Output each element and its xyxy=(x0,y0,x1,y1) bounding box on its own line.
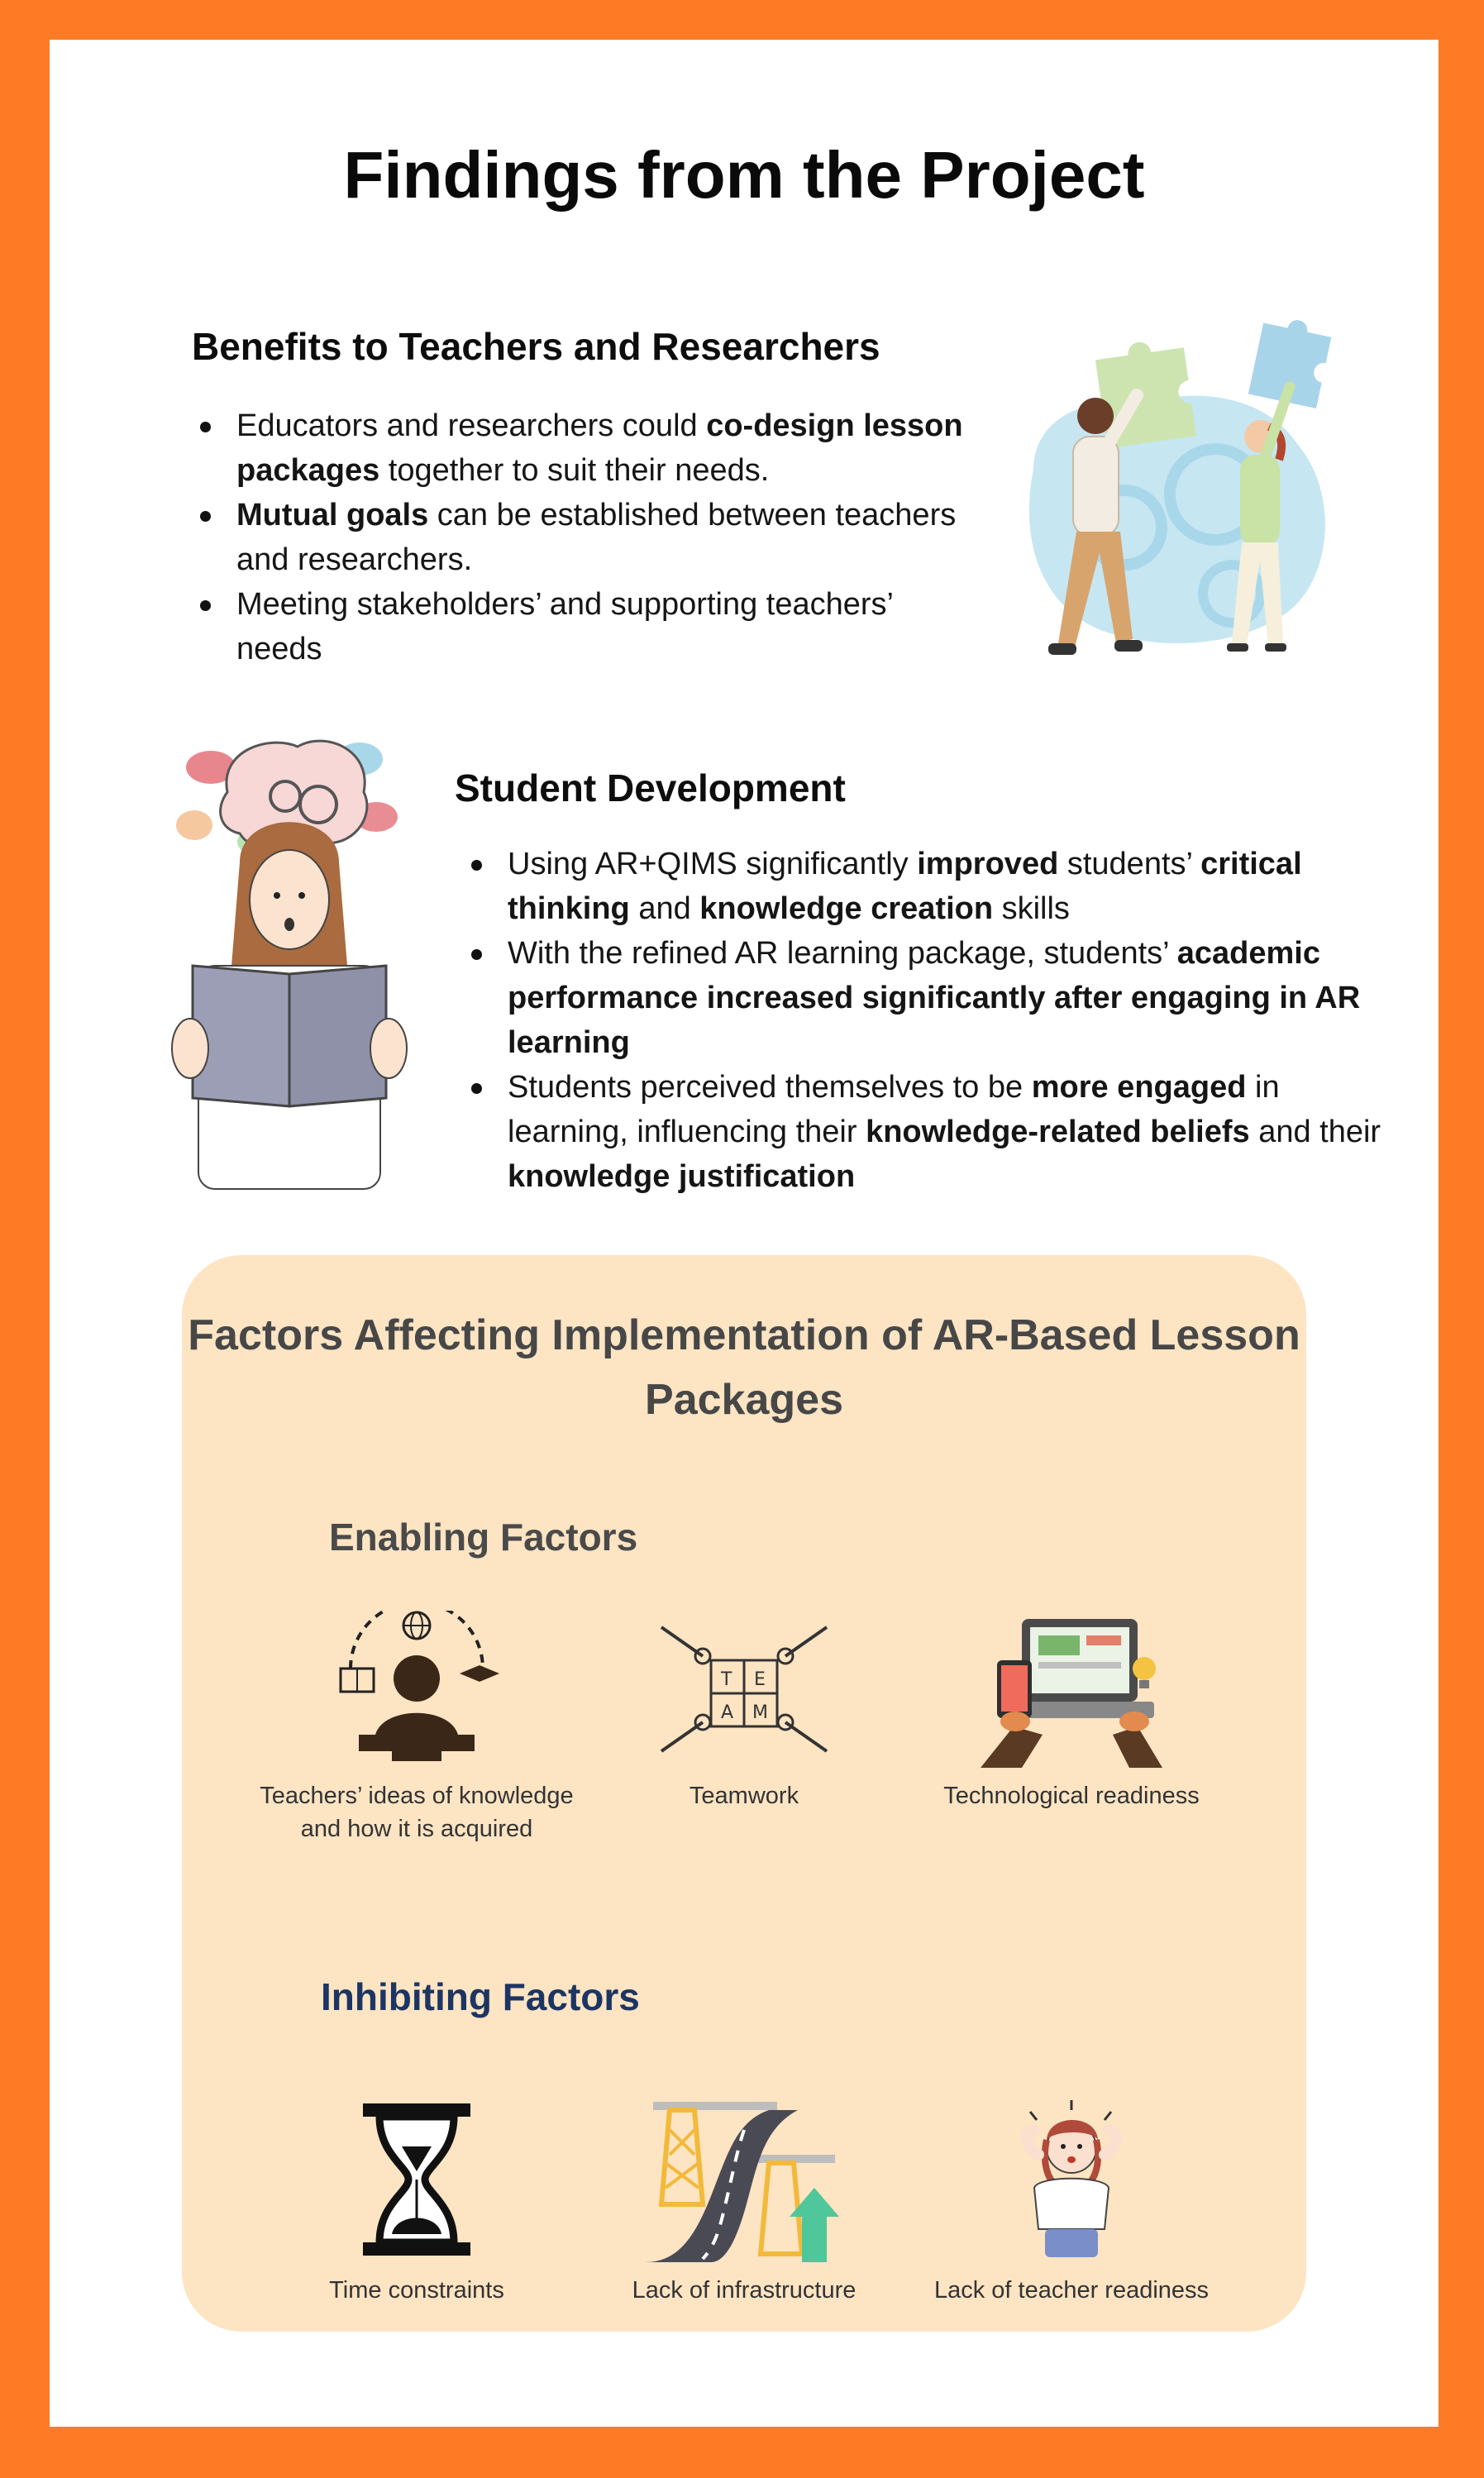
factor-item-technological-readiness xyxy=(914,1611,1229,1812)
factor-label: Lack of infrastructure xyxy=(632,2277,857,2304)
student-development-heading: Student Development xyxy=(455,766,846,809)
enabling-factors-heading: Enabling Factors xyxy=(329,1516,638,1559)
factors-heading: Factors Affecting Implementation of AR-Based Lesson Packages xyxy=(188,1311,1300,1424)
page-title: Findings from the Project xyxy=(343,138,1145,212)
list-item: Educators and researchers could co-design lesson packages together to suit their needs. xyxy=(192,403,977,493)
svg-text:E: E xyxy=(754,1669,766,1690)
inhibiting-factors-heading: Inhibiting Factors xyxy=(321,1975,640,2018)
student-reading-illustration xyxy=(161,718,418,1197)
road-construction-icon xyxy=(645,2097,843,2262)
factor-label: Technological readiness xyxy=(943,1783,1200,1809)
factor-label: Time constraints xyxy=(329,2277,504,2304)
benefits-heading: Benefits to Teachers and Researchers xyxy=(192,325,880,368)
list-item: Students perceived themselves to be more engaged in learning, influencing their knowledge-related beliefs and their knowledge justification xyxy=(463,1065,1397,1199)
svg-text:A: A xyxy=(721,1702,734,1723)
factors-panel xyxy=(182,1255,1306,2332)
factor-label: Lack of teacher readiness xyxy=(933,2277,1210,2304)
hourglass-icon xyxy=(334,2097,499,2262)
student-development-list xyxy=(463,842,1397,1199)
list-item: Meeting stakeholders’ and supporting teachers’ needs xyxy=(192,582,977,671)
factor-label: Teachers’ ideas of knowledge and how it is acquired xyxy=(260,1783,574,1842)
list-item: Using AR+QIMS significantly improved students’ critical thinking and knowledge creation skills xyxy=(463,842,1397,931)
list-item: Mutual goals can be established between teachers and researchers. xyxy=(192,493,977,582)
laptop-tablet-icon xyxy=(981,1611,1162,1768)
benefits-list xyxy=(192,403,977,671)
svg-text:M: M xyxy=(752,1702,768,1723)
factor-item-teachers-ideas xyxy=(260,1611,574,1845)
puzzle-collaboration-illustration xyxy=(984,279,1372,709)
stressed-teacher-icon xyxy=(989,2097,1154,2262)
teamwork-puzzle-icon xyxy=(653,1611,835,1768)
factor-item-lack-of-teacher-readiness xyxy=(914,2097,1229,2307)
list-item: With the refined AR learning package, students’ academic performance increased significantly after engaging in AR learning xyxy=(463,931,1397,1065)
teacher-knowledge-icon xyxy=(334,1611,499,1768)
factor-item-lack-of-infrastructure xyxy=(587,2097,901,2307)
factor-label: Teamwork xyxy=(689,1783,799,1809)
infographic-page xyxy=(50,40,1439,2427)
factor-item-time-constraints xyxy=(260,2097,574,2307)
factor-item-teamwork xyxy=(587,1611,901,1812)
svg-text:T: T xyxy=(721,1669,732,1690)
